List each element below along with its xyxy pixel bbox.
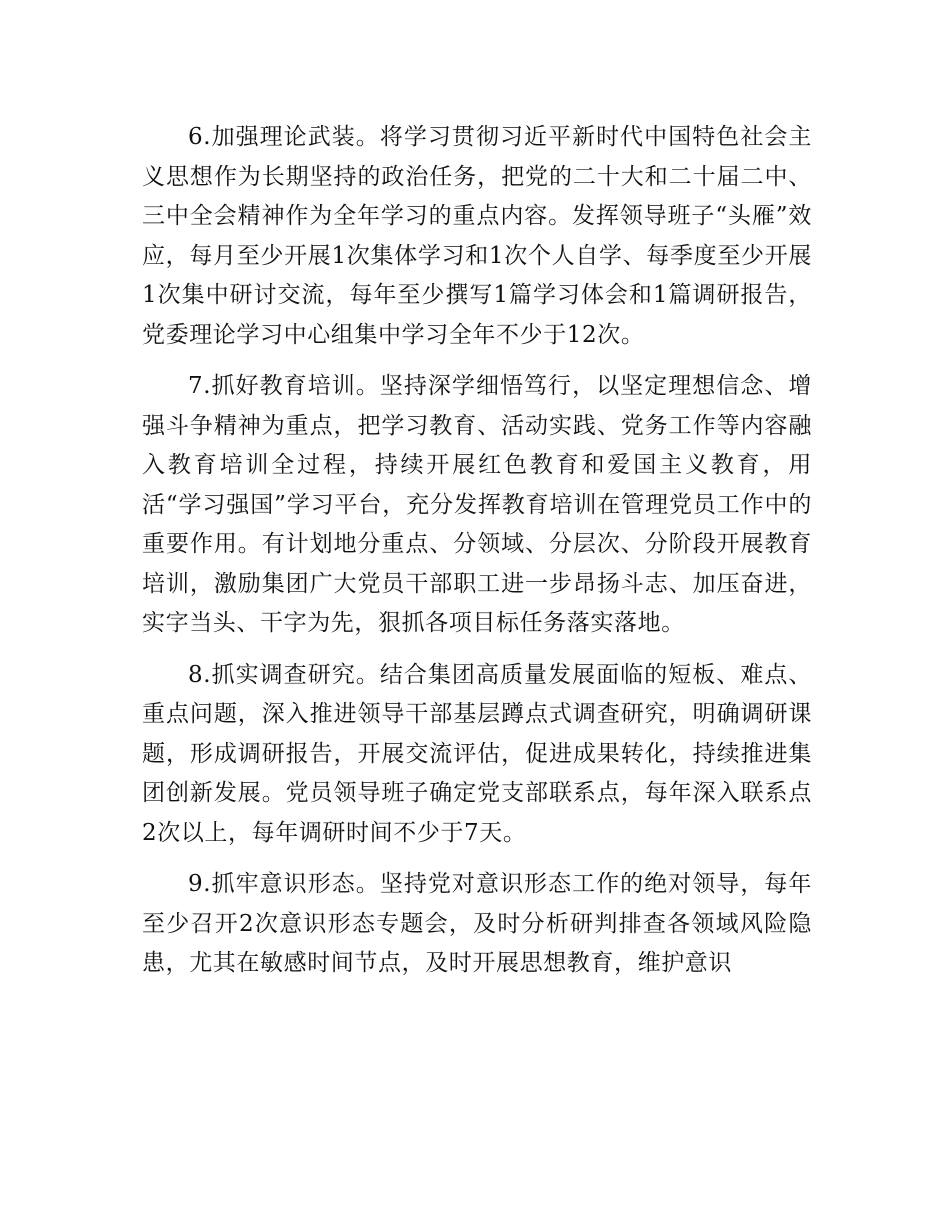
paragraph-investigation-research: 8.抓实调查研究。结合集团高质量发展面临的短板、难点、重点问题，深入推进领导干部基层蹲点式调查研究，明确调研课题，形成调研报告，开展交流评估，促进成果转化，持续推进集团创新发展。党员领导班子确定党支部联系点，每年深入联系点2次以上，每年调研时间不少于7天。: [142, 661, 812, 846]
paragraph-ideology-work: 9.抓牢意识形态。坚持党对意识形态工作的绝对领导，每年至少召开2次意识形态专题会，及时分析研判排查各领域风险隐患，尤其在敏感时间节点，及时开展思想教育，维护意识: [142, 871, 812, 976]
paragraph-education-training: 7.抓好教育培训。坚持深学细悟笃行，以坚定理想信念、增强斗争精神为重点，把学习教育、活动实践、党务工作等内容融入教育培训全过程，持续开展红色教育和爱国主义教育，用活“学习强国”学习平台，充分发挥教育培训在管理党员工作中的重要作用。有计划地分重点、分领域、分层次、分阶段开展教育培训，激励集团广大党员干部职工进一步昂扬斗志、加压奋进，实字当头、干字为先，狠抓各项目标任务落实落地。: [142, 373, 812, 636]
paragraph-theory-study: 6.加强理论武装。将学习贯彻习近平新时代中国特色社会主义思想作为长期坚持的政治任务，把党的二十大和二十届二中、三中全会精神作为全年学习的重点内容。发挥领导班子“头雁”效应，每月至少开展1次集体学习和1次个人自学、每季度至少开展1次集中研讨交流，每年至少撰写1篇学习体会和1篇调研报告，党委理论学习中心组集中学习全年不少于12次。: [142, 124, 812, 348]
document-body: [142, 118, 812, 996]
